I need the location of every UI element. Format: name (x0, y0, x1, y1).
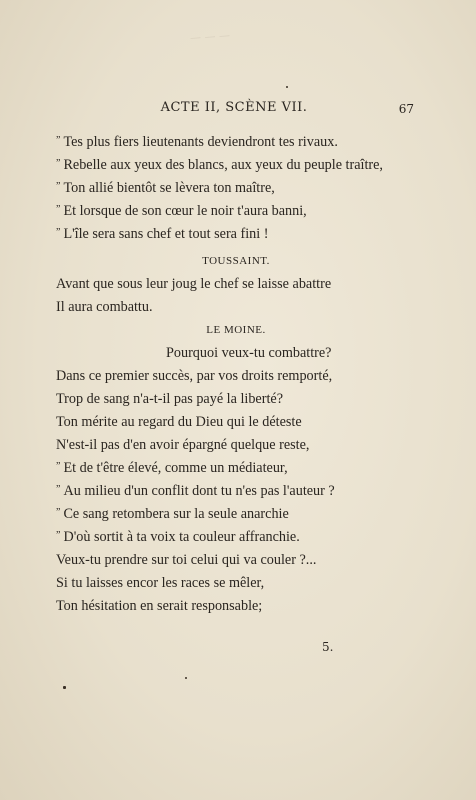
verse-line: Ton hésitation en serait responsable; (56, 598, 263, 614)
verse-line: ” Tes plus fiers lieutenants deviendront tes rivaux. (56, 131, 416, 154)
ink-speck (185, 677, 187, 679)
speaker-name: TOUSSAINT. (202, 255, 270, 267)
speaker-name: LE MOINE. (206, 324, 266, 336)
verse-line: ” Ce sang retombera sur la seule anarchie (56, 503, 416, 526)
verse-text (56, 131, 416, 618)
verse-line: Pourquoi veux-tu combattre? (166, 345, 332, 361)
verse-line: ” Au milieu d'un conflit dont tu n'es pas l'auteur ? (56, 480, 416, 503)
verse-line: Ton mérite au regard du Dieu qui le déteste (56, 414, 302, 430)
verse-line: ” Et lorsque de son cœur le noir t'aura banni, (56, 200, 416, 223)
bleed-through-text: — — — (189, 28, 231, 45)
ink-speck (286, 86, 288, 88)
verse-line: N'est-il pas d'en avoir épargné quelque reste, (56, 437, 310, 453)
verse-line: ” L'île sera sans chef et tout sera fini ! (56, 223, 416, 246)
page-number: 67 (398, 102, 414, 116)
verse-line: Veux-tu prendre sur toi celui qui va couler ?... (56, 552, 317, 568)
verse-line: Dans ce premier succès, par vos droits remporté, (56, 368, 333, 384)
verse-line: Si tu laisses encor les races se mêler, (56, 575, 265, 591)
verse-line: ” Ton allié bientôt se lèvera ton maître, (56, 177, 416, 200)
verse-line: ” Et de t'être élevé, comme un médiateur, (56, 457, 416, 480)
verse-line: Il aura combattu. (56, 299, 153, 315)
page-header (56, 100, 412, 120)
verse-line: ” D'où sortit à ta voix ta couleur affranchie. (56, 526, 416, 549)
running-title: ACTE II, SCÈNE VII. (160, 100, 308, 115)
signature-mark: 5. (322, 640, 334, 654)
verse-line: ” Rebelle aux yeux des blancs, aux yeux du peuple traître, (56, 154, 416, 177)
ink-speck (63, 686, 66, 689)
verse-line: Avant que sous leur joug le chef se laisse abattre (56, 276, 332, 292)
verse-line: Trop de sang n'a-t-il pas payé la liberté? (56, 391, 283, 407)
